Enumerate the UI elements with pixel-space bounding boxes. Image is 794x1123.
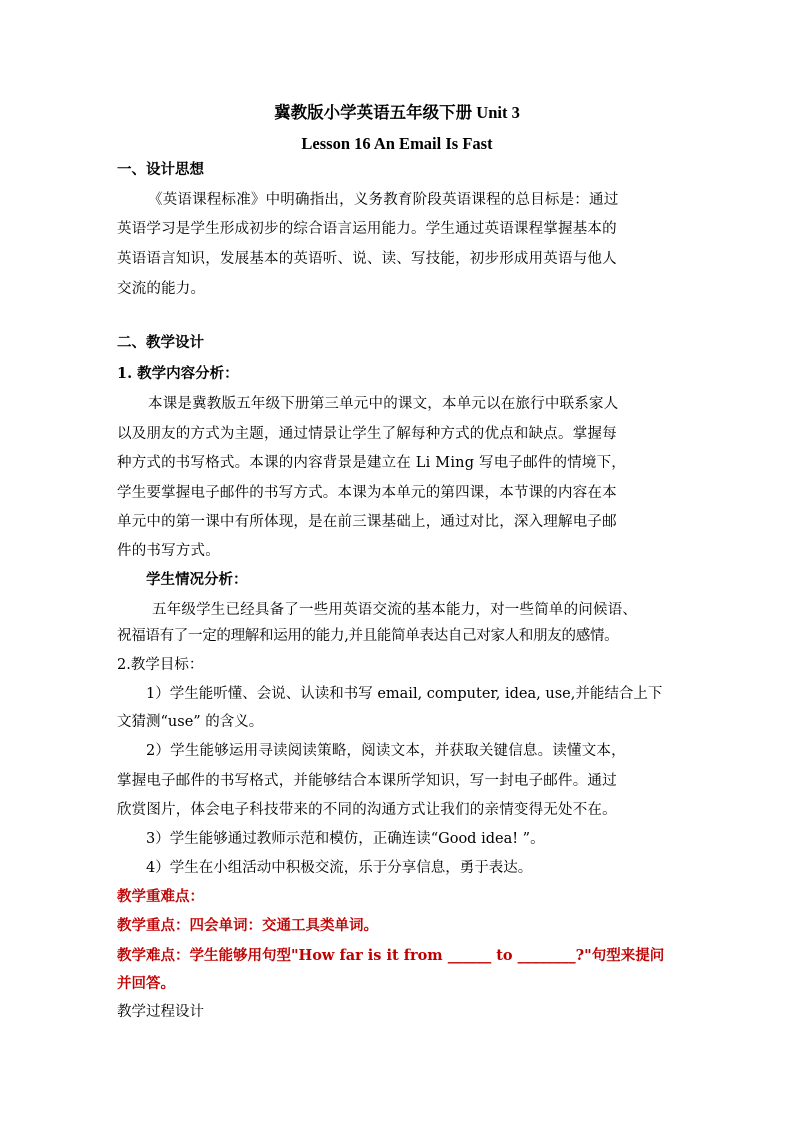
goal-line: 4）学生在小组活动中积极交流，乐于分享信息，勇于表达。 (146, 860, 533, 876)
paragraph-line: 祝福语有了一定的理解和运用的能力,并且能简单表达自己对家人和朋友的感情。 (117, 628, 619, 644)
paragraph-line: 英语语言知识，发展基本的英语听、说、读、写技能，初步形成用英语与他人 (117, 251, 617, 267)
document-title: 冀教版小学英语五年级下册 Unit 3 (274, 103, 520, 122)
paragraph-line: 交流的能力。 (117, 281, 206, 297)
paragraph-line: 《英语课程标准》中明确指出，义务教育阶段英语课程的总目标是：通过 (148, 192, 619, 208)
goal-line: 2）学生能够运用寻读阅读策略，阅读文本，并获取关键信息。读懂文本， (146, 743, 626, 759)
difficult-point: 教学难点：学生能够用句型"How far is it from ______ to ________?"句型来提问 (117, 947, 665, 964)
goal-line: 1）学生能听懂、会说、认读和书写 email, computer, idea, use,并能结合上下 (146, 686, 663, 702)
paragraph-line: 单元中的第一课中有所体现，是在前三课基础上，通过对比，深入理解电子邮 (117, 514, 617, 530)
key-point: 教学重点：四会单词：交通工具类单词。 (117, 917, 378, 934)
paragraph-line: 种方式的书写格式。本课的内容背景是建立在 Li Ming 写电子邮件的情境下， (117, 455, 626, 471)
content-analysis-heading: 1. 教学内容分析： (117, 365, 239, 382)
paragraph-line: 英语学习是学生形成初步的综合语言运用能力。学生通过英语课程掌握基本的 (117, 221, 617, 237)
key-difficult-heading: 教学重难点： (117, 888, 204, 905)
students-analysis-heading: 学生情况分析： (146, 571, 248, 588)
paragraph-line: 五年级学生已经具备了一些用英语交流的基本能力，对一些简单的问候语、 (152, 602, 638, 618)
paragraph-line: 学生要掌握电子邮件的书写方式。本课为本单元的第四课，本节课的内容在本 (117, 485, 617, 501)
goal-line: 掌握电子邮件的书写格式，并能够结合本课所学知识，写一封电子邮件。通过 (117, 773, 617, 789)
goal-line: 3）学生能够通过教师示范和模仿，正确连读“Good idea! ”。 (146, 831, 545, 847)
section-1-heading: 一、设计思想 (117, 161, 204, 178)
paragraph-line: 以及朋友的方式为主题，通过情景让学生了解每种方式的优点和缺点。掌握每 (117, 426, 617, 442)
document-subtitle: Lesson 16 An Email Is Fast (301, 134, 493, 153)
paragraph-line: 件的书写方式。 (117, 543, 220, 559)
goal-line: 欣赏图片，体会电子科技带来的不同的沟通方式让我们的亲情变得无处不在。 (117, 802, 617, 818)
difficult-point-continued: 并回答。 (117, 975, 175, 992)
process-heading: 教学过程设计 (117, 1004, 204, 1020)
goals-heading: 2.教学目标： (117, 657, 204, 673)
section-2-heading: 二、教学设计 (117, 334, 204, 351)
paragraph-line: 本课是冀教版五年级下册第三单元中的课文，本单元以在旅行中联系家人 (148, 396, 619, 412)
goal-line: 文猜测“use” 的含义。 (117, 714, 264, 730)
